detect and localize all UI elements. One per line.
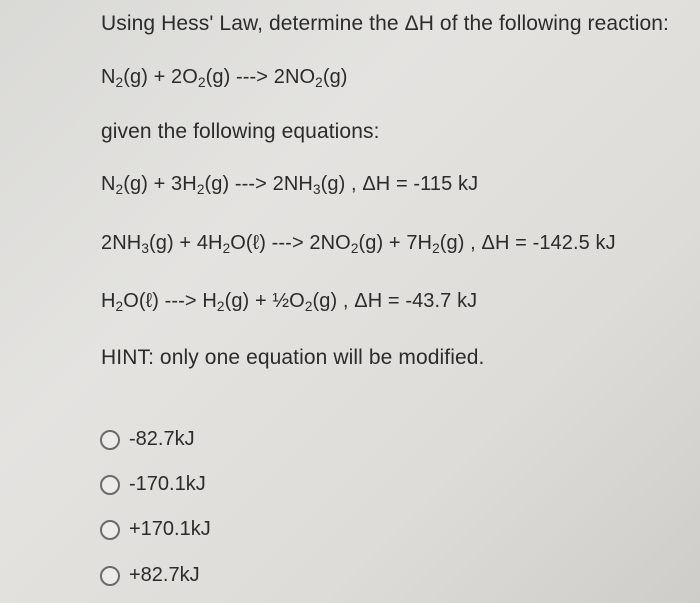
given-label: given the following equations: (101, 120, 380, 143)
answer-option-4[interactable] (100, 564, 200, 587)
answer-option-label: -82.7kJ (129, 428, 195, 450)
hint-text: HINT: only one equation will be modified. (101, 346, 485, 369)
target-reaction: $N_2(g) + 2O_2(g)$ ---> $2NO_2(g)$ (101, 66, 348, 90)
radio-button-icon[interactable] (100, 475, 120, 495)
equation-3: $H_2O(\ell)$ ---> $H_2(g)$ + $\frac{1}{2}O_2(g)$ , ΔH = -43.7 kJ (101, 290, 478, 314)
equation-1: $N_2(g) + 3H_2(g)$ ---> $2NH_3(g)$ , ΔH = -115 kJ (101, 173, 479, 197)
answer-option-label: +170.1kJ (129, 518, 211, 540)
radio-button-icon[interactable] (100, 430, 120, 450)
question-prompt: Using Hess' Law, determine the ΔH of the following reaction: (101, 12, 669, 35)
answer-option-2[interactable] (100, 473, 206, 496)
answer-option-label: +82.7kJ (129, 564, 200, 586)
answer-option-1[interactable] (100, 428, 195, 451)
answer-option-3[interactable] (100, 518, 211, 541)
answer-option-label: -170.1kJ (129, 473, 206, 495)
radio-button-icon[interactable] (100, 520, 120, 540)
radio-button-icon[interactable] (100, 566, 120, 586)
equation-2: $2NH_3(g)$ + $4H_2O(\ell)$ ---> $2NO_2(g) + 7H_2(g)$ , ΔH = -142.5 kJ (101, 232, 616, 256)
